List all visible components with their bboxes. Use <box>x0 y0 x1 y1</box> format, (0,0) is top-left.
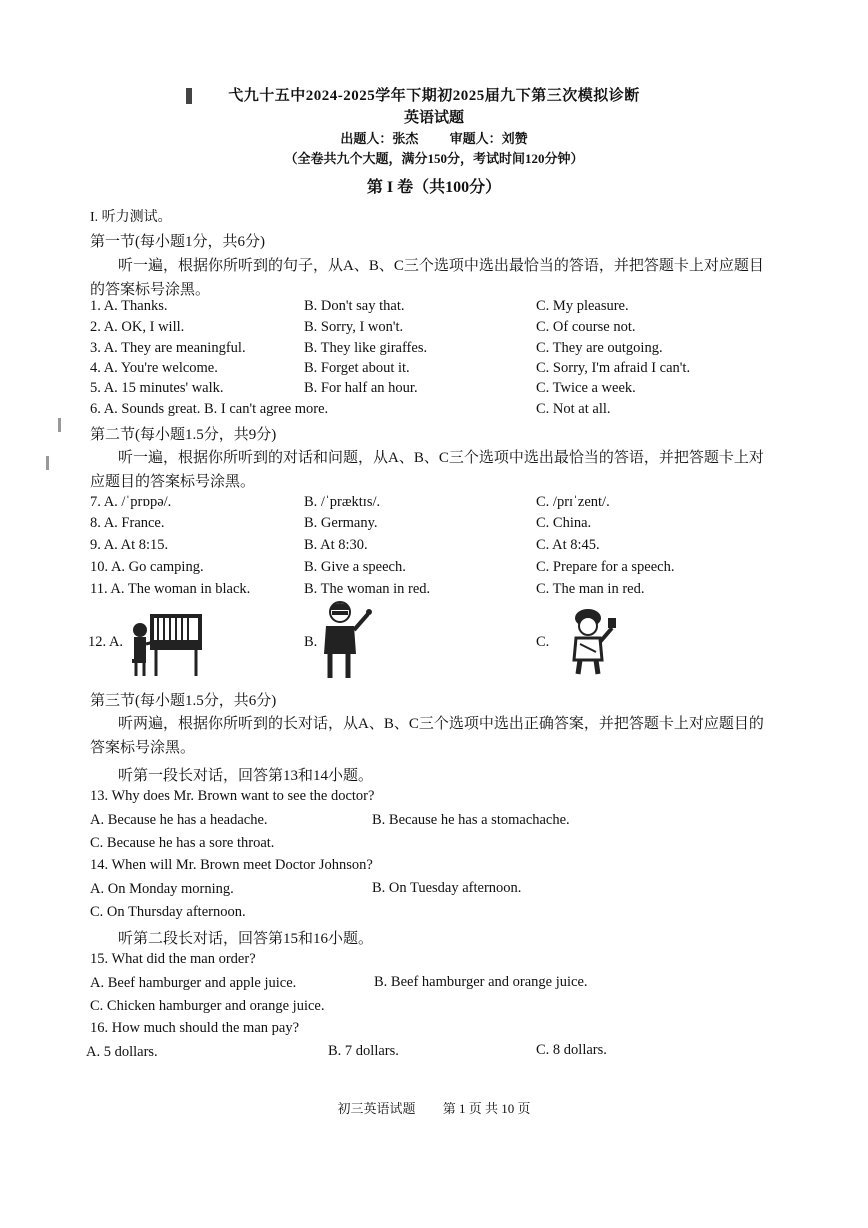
q15-option-c: C. Chicken hamburger and orange juice. <box>90 998 325 1014</box>
q5-option-b: B. For half an hour. <box>304 380 418 396</box>
exam-authors <box>0 128 868 147</box>
q7-option-a: 7. A. /ˈprɒpə/. <box>90 494 172 510</box>
q13-option-a: A. Because he has a headache. <box>90 812 268 828</box>
q12-option-b-label: B. <box>304 634 318 650</box>
q3-option-b: B. They like giraffes. <box>304 340 428 356</box>
q10-option-c: C. Prepare for a speech. <box>536 559 675 575</box>
q2-option-b: B. Sorry, I won't. <box>304 319 404 335</box>
q10-option-a: 10. A. Go camping. <box>90 559 204 575</box>
q3-option-c: C. They are outgoing. <box>536 340 663 356</box>
scan-mark <box>58 418 61 432</box>
q8-option-a: 8. A. France. <box>90 515 165 531</box>
setter-label: 出题人：张杰 <box>340 131 419 146</box>
scan-mark <box>46 456 49 470</box>
section3-heading: 第三节(每小题1.5分，共6分) <box>90 693 277 709</box>
section2-instruction: 听一遍，根据你所听到的对话和问题，从A、B、C三个选项中选出最恰当的答语，并把答题卡上对应题目的答案标号涂黑。 <box>90 450 764 490</box>
page-footer <box>0 1098 868 1117</box>
q9-option-b: B. At 8:30. <box>304 537 368 553</box>
q7-option-b: B. /ˈpræktɪs/. <box>304 494 381 510</box>
q6-option-c: C. Not at all. <box>536 401 611 417</box>
q5-option-c: C. Twice a week. <box>536 380 636 396</box>
q13-option-c: C. Because he has a sore throat. <box>90 835 275 851</box>
q9-option-c: C. At 8:45. <box>536 537 600 553</box>
exam-note: （全卷共九个大题，满分150分，考试时间120分钟） <box>284 151 584 166</box>
q13-stem: 13. Why does Mr. Brown want to see the doctor? <box>90 788 375 804</box>
q6-option-ab: 6. A. Sounds great. B. I can't agree more. <box>90 401 329 417</box>
volume-title: 第 I 卷（共100分） <box>366 179 502 196</box>
q2-option-a: 2. A. OK, I will. <box>90 319 185 335</box>
q11-option-a: 11. A. The woman in black. <box>90 581 251 597</box>
q5-option-a: 5. A. 15 minutes' walk. <box>90 380 224 396</box>
q1-option-c: C. My pleasure. <box>536 298 629 314</box>
part-heading: I. 听力测试。 <box>90 210 172 225</box>
q14-option-c: C. On Thursday afternoon. <box>90 904 246 920</box>
q16-option-c: C. 8 dollars. <box>536 1042 607 1058</box>
q1-option-a: 1. A. Thanks. <box>90 298 168 314</box>
q8-option-b: B. Germany. <box>304 515 378 531</box>
q11-option-b: B. The woman in red. <box>304 581 431 597</box>
exam-subject: 英语试题 <box>403 110 464 126</box>
q3-option-a: 3. A. They are meaningful. <box>90 340 246 356</box>
q8-option-c: C. China. <box>536 515 592 531</box>
q15-option-b: B. Beef hamburger and orange juice. <box>374 974 588 990</box>
q14-option-b: B. On Tuesday afternoon. <box>372 880 522 896</box>
q14-option-a: A. On Monday morning. <box>90 881 234 897</box>
q4-option-b: B. Forget about it. <box>304 360 410 376</box>
piano-player-picture <box>128 600 208 685</box>
q4-option-a: 4. A. You're welcome. <box>90 360 218 376</box>
footer-subject: 初三英语试题 <box>337 1101 416 1116</box>
section3-instruction: 听两遍，根据你所听到的长对话，从A、B、C三个选项中选出正确答案，并把答题卡上对应题目的答案标号涂黑。 <box>90 716 764 756</box>
q12-option-c-label: C. <box>536 634 550 650</box>
exam-title: 弋九十五中2024-2025学年下期初2025届九下第三次模拟诊断 <box>228 88 640 104</box>
dialog2-intro: 听第二段长对话，回答第15和16小题。 <box>118 931 374 947</box>
q1-option-b: B. Don't say that. <box>304 298 405 314</box>
q2-option-c: C. Of course not. <box>536 319 636 335</box>
q15-stem: 15. What did the man order? <box>90 951 256 967</box>
q14-stem: 14. When will Mr. Brown meet Doctor Johnson? <box>90 857 373 873</box>
q11-option-c: C. The man in red. <box>536 581 645 597</box>
q16-option-b: B. 7 dollars. <box>328 1043 399 1059</box>
speaker-picture <box>318 598 378 687</box>
reviewer-label: 审题人：刘赞 <box>449 131 528 146</box>
q16-option-a: A. 5 dollars. <box>86 1044 158 1060</box>
footer-page-number: 第 1 页 共 10 页 <box>442 1101 531 1116</box>
section1-heading: 第一节(每小题1分，共6分) <box>90 234 265 250</box>
q16-stem: 16. How much should the man pay? <box>90 1020 300 1036</box>
dialog1-intro: 听第一段长对话，回答第13和14小题。 <box>118 768 374 784</box>
section2-heading: 第二节(每小题1.5分，共9分) <box>90 427 277 443</box>
section1-instruction: 听一遍，根据你所听到的句子，从A、B、C三个选项中选出最恰当的答语，并把答题卡上对应题目的答案标号涂黑。 <box>90 258 764 298</box>
q7-option-c: C. /prɪˈzent/. <box>536 494 610 510</box>
painter-picture <box>566 604 618 681</box>
q15-option-a: A. Beef hamburger and apple juice. <box>90 975 297 991</box>
q4-option-c: C. Sorry, I'm afraid I can't. <box>536 360 691 376</box>
q10-option-b: B. Give a speech. <box>304 559 406 575</box>
q13-option-b: B. Because he has a stomachache. <box>372 812 570 828</box>
q12-option-a-label: 12. A. <box>88 634 124 650</box>
q9-option-a: 9. A. At 8:15. <box>90 537 169 553</box>
